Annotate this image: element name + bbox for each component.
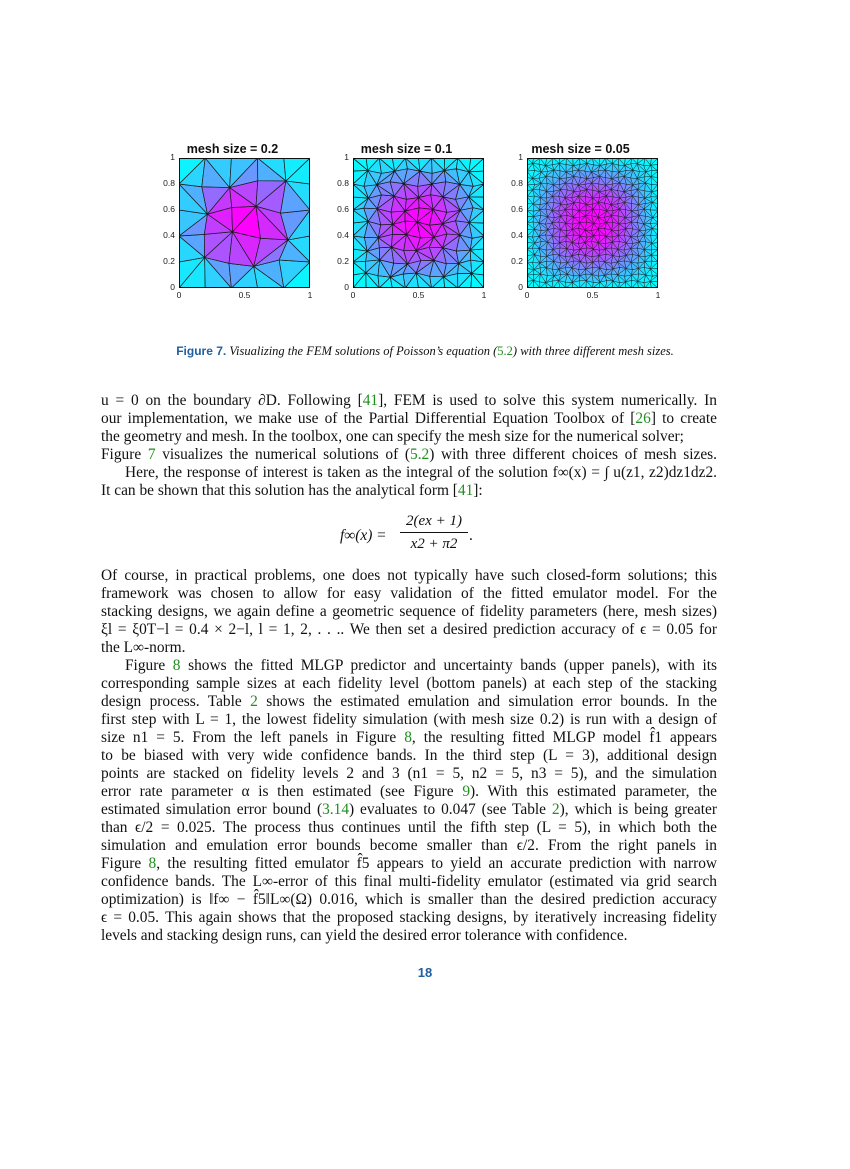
text-line — [101, 729, 717, 747]
text-line — [101, 873, 717, 891]
text-run: confidence bands. The L∞-error of this final multi-fidelity emulator (estimated via grid search — [101, 873, 717, 890]
text-run: shows the estimated emulation and simulation error bounds. In the — [257, 693, 717, 710]
figure-label: Figure 7. — [176, 344, 227, 358]
y-tick-label: 0.8 — [337, 178, 349, 188]
cross-reference-link[interactable]: 8 — [404, 729, 412, 746]
text-run: estimated simulation error bound ( — [101, 801, 323, 818]
text-line — [101, 783, 717, 801]
cross-reference-link[interactable]: 41 — [362, 392, 379, 409]
y-tick-label: 0.4 — [337, 230, 349, 240]
text-line — [101, 765, 717, 783]
cross-reference-link[interactable]: 3.14 — [322, 801, 350, 818]
plot-title: mesh size = 0.05 — [531, 142, 630, 156]
text-run: the L∞-norm. — [101, 639, 186, 656]
text-run: corresponding sample sizes at each fidelity level (bottom panels) at each step of the stacking — [101, 675, 717, 692]
cross-reference-link[interactable]: 8 — [148, 855, 157, 872]
equation-denominator: x2 + π2 — [410, 536, 458, 552]
y-tick-label: 1 — [170, 152, 175, 162]
text-run: optimization) is ‖f∞ − f̂5‖L∞(Ω) 0.016, which is smaller than the desired prediction accuracy — [101, 891, 717, 908]
mesh-plot-0.1 — [324, 140, 487, 310]
text-run: ], FEM is used to solve this system numerically. In — [378, 392, 717, 409]
fem-mesh-heatmap — [179, 158, 310, 288]
text-run: ) with three different choices of mesh sizes. — [429, 446, 717, 463]
y-tick-label: 0.4 — [511, 230, 523, 240]
text-run: , the resulting fitted MLGP model f̂1 appears — [411, 729, 718, 746]
text-line — [101, 801, 717, 819]
text-line — [101, 675, 717, 693]
y-tick-label: 0 — [344, 282, 349, 292]
x-tick-label: 1 — [307, 290, 313, 300]
caption-text: Visualizing the FEM solutions of Poisson’s equation ( — [226, 344, 498, 358]
y-tick-label: 0.2 — [511, 256, 523, 266]
equation-period: . — [469, 527, 473, 544]
text-run: simulation and emulation error bounds become smaller than ϵ/2. From the right panels in — [101, 837, 717, 854]
text-line — [101, 693, 717, 711]
text-run: ]: — [473, 482, 483, 499]
text-run: our implementation, we make use of the Partial Differential Equation Toolbox of [ — [101, 410, 636, 427]
equation-fraction — [400, 513, 468, 553]
x-tick-label: 1 — [481, 290, 487, 300]
text-run: Of course, in practical problems, one does not typically have such closed-form solutions; this — [101, 567, 717, 584]
text-run: , the resulting fitted emulator f̂5 appears to yield an accurate prediction with narrow — [156, 855, 718, 872]
text-run: ). With this estimated parameter, the — [470, 783, 717, 800]
cross-reference-link[interactable]: 41 — [457, 482, 474, 499]
text-run: stacking designs, we again define a geometric sequence of fidelity parameters (here, mesh sizes) — [101, 603, 717, 620]
y-tick-label: 0.8 — [511, 178, 523, 188]
text-run: to be biased with very wide confidence bands. In the third step (L = 3), additional design — [101, 747, 717, 764]
text-run: visualizes the numerical solutions of ( — [155, 446, 411, 463]
text-line — [101, 585, 717, 603]
text-line — [101, 891, 717, 909]
x-tick-label: 0 — [176, 290, 182, 300]
y-tick-label: 0 — [170, 282, 175, 292]
cross-reference-link[interactable]: 8 — [172, 657, 181, 674]
text-line — [125, 464, 717, 482]
text-run: Here, the response of interest is taken as the integral of the solution f∞(x) = ∫ u(z1, z2)dz1dz2. — [125, 464, 717, 481]
fem-mesh-heatmap — [527, 158, 658, 288]
text-run: Figure — [101, 855, 149, 872]
y-tick-label: 0.6 — [337, 204, 349, 214]
page-number: 18 — [417, 965, 433, 980]
text-line — [101, 855, 717, 873]
text-run: size n1 = 5. From the left panels in Figure — [101, 729, 405, 746]
cross-reference-link[interactable]: 7 — [147, 446, 156, 463]
text-line — [101, 927, 717, 945]
x-tick-label: 0 — [350, 290, 356, 300]
text-line — [101, 747, 717, 765]
text-run: framework was chosen to allow for easy validation of the fitted emulator model. For the — [101, 585, 717, 602]
text-run: ), which is being greater — [559, 801, 717, 818]
y-tick-label: 1 — [518, 152, 523, 162]
y-tick-label: 0 — [518, 282, 523, 292]
y-tick-label: 0.2 — [163, 256, 175, 266]
cross-reference-link[interactable]: 26 — [635, 410, 651, 427]
plot-title: mesh size = 0.2 — [186, 142, 279, 156]
text-run: the geometry and mesh. In the toolbox, one can specify the mesh size for the numerical solver; — [101, 428, 684, 445]
caption-text: ) with three different mesh sizes. — [512, 344, 674, 358]
cross-reference-link[interactable]: 2 — [250, 693, 258, 710]
y-tick-label: 0.2 — [337, 256, 349, 266]
text-run: ] to create — [650, 410, 717, 427]
text-line — [101, 621, 717, 639]
equation-link[interactable]: 5.2 — [497, 344, 513, 358]
equation-numerator: 2(ex + 1) — [400, 513, 468, 533]
text-run: points are stacked on fidelity levels 2 and 3 (n1 = 5, n2 = 5, n3 = 5), and the simulation — [101, 765, 717, 782]
text-line — [101, 392, 717, 410]
text-run: Figure — [125, 657, 173, 674]
text-line — [101, 819, 717, 837]
y-tick-label: 1 — [344, 152, 349, 162]
text-line — [101, 567, 717, 585]
text-run: u = 0 on the boundary ∂D. Following [ — [101, 392, 363, 409]
text-line — [101, 909, 717, 927]
fem-mesh-heatmap — [353, 158, 484, 288]
figure-7 — [150, 140, 680, 310]
text-run: Figure — [101, 446, 148, 463]
text-run: than ϵ/2 = 0.025. The process thus continues until the fifth step (L = 5), in which both the — [101, 819, 717, 836]
mesh-plot-0.05 — [498, 140, 661, 310]
text-run: design process. Table — [101, 693, 251, 710]
text-line — [101, 410, 717, 428]
x-tick-label: 0.5 — [412, 290, 425, 300]
text-run: ϵ = 0.05. This again shows that the proposed stacking designs, by iteratively increasing fidelity — [101, 909, 717, 926]
plot-title: mesh size = 0.1 — [360, 142, 453, 156]
text-line — [101, 603, 717, 621]
x-tick-label: 1 — [655, 290, 661, 300]
text-line — [101, 428, 717, 446]
text-run: error rate parameter α is then estimated (see Figure — [101, 783, 463, 800]
cross-reference-link[interactable]: 5.2 — [410, 446, 430, 463]
y-tick-label: 0.8 — [163, 178, 175, 188]
text-line — [101, 639, 717, 657]
cross-reference-link[interactable]: 9 — [462, 783, 471, 800]
text-run: shows the fitted MLGP predictor and uncertainty bands (upper panels), with its — [180, 657, 717, 674]
x-tick-label: 0.5 — [586, 290, 599, 300]
mesh-plot-0.2 — [150, 140, 313, 310]
text-line — [101, 837, 717, 855]
display-equation — [0, 513, 850, 555]
y-tick-label: 0.6 — [163, 204, 175, 214]
text-run: ξl = ξ0T−l = 0.4 × 2−l, l = 1, 2, . . .. We then set a desired prediction accuracy of ϵ = 0.05 for — [101, 621, 717, 638]
x-tick-label: 0 — [524, 290, 530, 300]
text-line — [125, 657, 717, 675]
x-tick-label: 0.5 — [238, 290, 251, 300]
figure-caption — [0, 344, 850, 359]
text-line — [101, 711, 717, 729]
equation-lhs: f∞(x) = — [340, 527, 387, 544]
text-run: ) evaluates to 0.047 (see Table — [349, 801, 552, 818]
text-run: first step with L = 1, the lowest fidelity simulation (with mesh size 0.2) is run with a design of — [101, 711, 717, 728]
text-line — [101, 446, 717, 464]
text-line — [101, 482, 717, 500]
text-run: levels and stacking design runs, can yield the desired error tolerance with confidence. — [101, 927, 628, 944]
y-tick-label: 0.4 — [163, 230, 175, 240]
cross-reference-link[interactable]: 2 — [551, 801, 560, 818]
y-tick-label: 0.6 — [511, 204, 523, 214]
text-run: It can be shown that this solution has the analytical form [ — [101, 482, 458, 499]
